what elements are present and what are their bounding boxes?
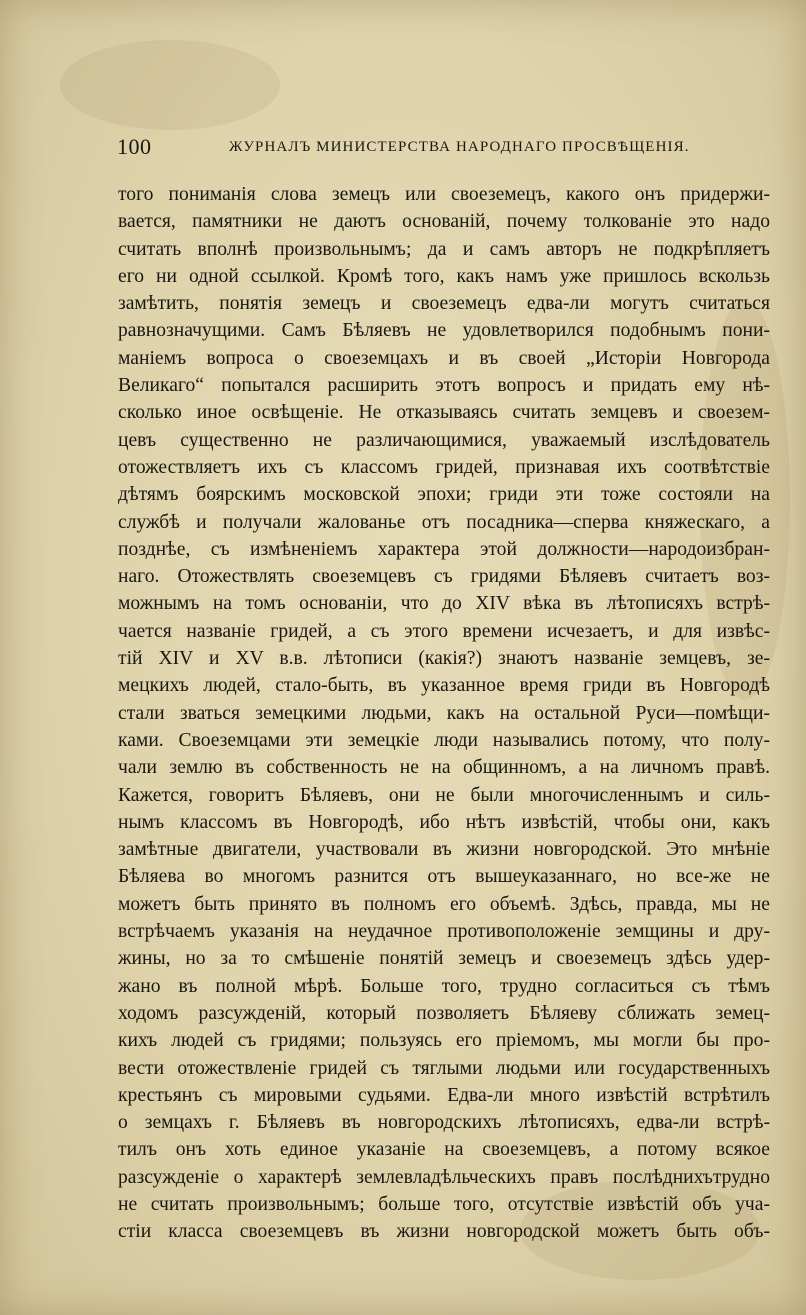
text-line: крестьянъ съ мировыми судьями. Едва-ли много извѣстій встрѣтилъ (118, 1084, 770, 1106)
text-line: о земцахъ г. Бѣляевъ въ новгородскихъ лѣтописяхъ, едва-ли встрѣ- (118, 1112, 770, 1134)
text-line: разсужденіе о характерѣ землевладѣльческихъ правъ послѣднихътрудно (118, 1166, 770, 1188)
text-line: нымъ классомъ въ Новгородѣ, ибо нѣтъ извѣстій, чтобы они, какъ (118, 811, 770, 833)
text-line: Бѣляева во многомъ разнится отъ вышеуказаннаго, но все-же не (118, 866, 770, 888)
text-line: цевъ существенно не различающимися, уважаемый изслѣдователь (118, 429, 770, 451)
text-line: можнымъ на томъ основаніи, что до XIV вѣка въ лѣтописяхъ встрѣ- (118, 593, 770, 615)
page-number: 100 (117, 134, 152, 159)
text-line: чали землю въ собственность не на общинномъ, а на личномъ правѣ. (118, 757, 770, 779)
text-line: не считать произвольнымъ; больше того, отсутствіе извѣстій объ уча- (118, 1193, 770, 1215)
text-line: сколько иное освѣщеніе. Не отказываясь считать земцевъ и своезем- (118, 402, 770, 424)
text-line: отожествляетъ ихъ съ классомъ гридей, признавая ихъ соотвѣтствіе (118, 456, 770, 478)
text-line: жины, но за то смѣшеніе понятій земецъ и своеземецъ здѣсь удер- (118, 948, 770, 970)
text-line: замѣтить, понятія земецъ и своеземецъ едва-ли могутъ считаться (118, 293, 770, 315)
text-line: того пониманія слова земецъ или своеземецъ, какого онъ придержи- (118, 184, 770, 205)
text-line: тій XIV и XV в.в. лѣтописи (какія?) знаютъ названіе земцевъ, зе- (118, 648, 770, 670)
text-line: можетъ быть принято въ полномъ его объемѣ. Здѣсь, правда, мы не (118, 893, 770, 915)
text-line: мецкихъ людей, стало-быть, въ указанное время гриди въ Новгородѣ (118, 675, 770, 697)
text-line: тилъ онъ хоть единое указаніе на своеземцевъ, а потому всякое (118, 1139, 770, 1161)
text-line: жано въ полной мѣрѣ. Больше того, трудно согласиться съ тѣмъ (118, 975, 770, 997)
text-line: встрѣчаемъ указанія на неудачное противоположеніе земщины и дру- (118, 921, 770, 943)
text-line: маніемъ вопроса о своеземцахъ и въ своей „Исторіи Новгорода (118, 347, 770, 369)
text-line: равнозначущими. Самъ Бѣляевъ не удовлетворился подобнымъ пони- (118, 320, 770, 342)
text-line: позднѣе, съ измѣненіемъ характера этой должности—народоизбран- (118, 538, 770, 560)
text-line: замѣтные двигатели, участвовали въ жизни новгородской. Это мнѣніе (118, 839, 770, 861)
paper-stain (60, 40, 280, 130)
page-header (117, 133, 697, 161)
text-line: Великаго“ попытался расширить этотъ вопросъ и придать ему нѣ- (118, 375, 770, 397)
text-line: стали зваться земецкими людьми, какъ на остальной Руси—помѣщи- (118, 702, 770, 724)
body-text (118, 181, 770, 1246)
running-head: ЖУРНАЛЪ МИНИСТЕРСТВА НАРОДНАГО ПРОСВѢЩЕНІЯ. (229, 139, 690, 155)
text-line: Кажется, говоритъ Бѣляевъ, они не были многочисленнымъ и силь- (118, 784, 770, 806)
text-line: наго. Отожествлять своеземцевъ съ гридями Бѣляевъ считаетъ воз- (118, 566, 770, 588)
text-line: дѣтямъ боярскимъ московской эпохи; гриди эти тоже состояли на (118, 484, 770, 506)
text-line: кихъ людей съ гридями; пользуясь его пріемомъ, мы могли бы про- (118, 1030, 770, 1052)
text-line: стіи класса своеземцевъ въ жизни новгородской можетъ быть объ- (118, 1221, 770, 1243)
text-line: вается, памятники не даютъ основаній, почему толкованіе это надо (118, 211, 770, 233)
text-line: ками. Своеземцами эти земецкіе люди назывались потому, что полу- (118, 729, 770, 751)
text-line: ходомъ разсужденій, который позволяетъ Бѣляеву сближать земец- (118, 1002, 770, 1024)
text-line: считать вполнѣ произвольнымъ; да и самъ авторъ не подкрѣпляетъ (118, 238, 770, 260)
text-line: вести отожествленіе гридей съ тяглыми людьми или государственныхъ (118, 1057, 770, 1079)
text-line: его ни одной ссылкой. Кромѣ того, какъ намъ уже пришлось вскользь (118, 265, 770, 287)
text-line: службѣ и получали жалованье отъ посадника—сперва княжескаго, а (118, 511, 770, 533)
text-line: чается названіе гридей, а съ этого времени исчезаетъ, и для извѣс- (118, 620, 770, 642)
